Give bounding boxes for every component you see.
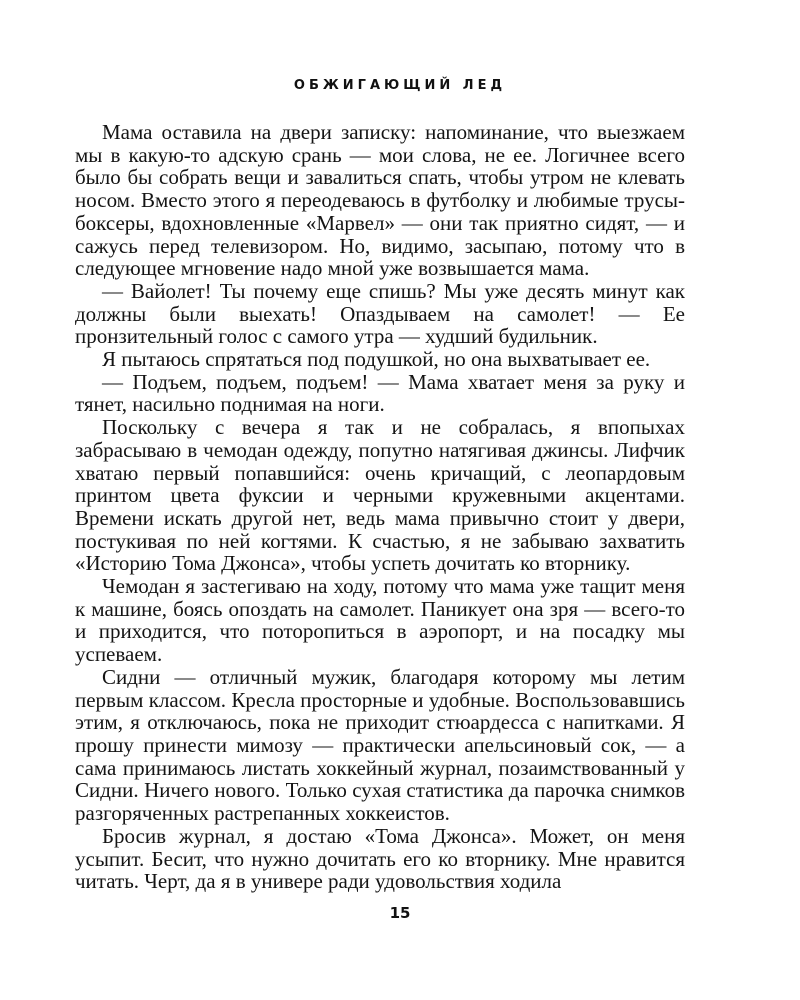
paragraph: Бросив журнал, я достаю «Тома Джонса». Может, он меня усыпит. Бесит, что нужно дочитать его ко вторнику. Мне нравится читать. Черт, да я в универе ради удовольствия ходила [75,823,685,894]
paragraph: Сидни — отличный мужик, благодаря которому мы летим первым классом. Кресла просторные и удобные. Воспользовавшись этим, я отключаюсь, пока не приходит стюардесса с напитками. Я прошу принести мимозу — практически апельсиновый сок, — а сама принимаюсь листать хоккейный журнал, позаимствованный у Сидни. Ничего нового. Только сухая статистика да парочка снимков разгоряченных растрепанных хоккеистов. [75,664,685,826]
paragraph: Поскольку с вечера я так и не собралась, я впопыхах забрасываю в чемодан одежду, попутно натягивая джинсы. Лифчик хватаю первый попавшийся: очень кричащий, с леопардовым принтом цвета фуксии и черными кружевными акцентами. Времени искать другой нет, ведь мама привычно стоит у двери, постукивая по ней когтями. К счастью, я не забываю захватить «Историю Тома Джонса», чтобы успеть дочитать ко вторнику. [75,415,685,576]
paragraph: Чемодан я застегиваю на ходу, потому что мама уже тащит меня к машине, боясь опоздать на самолет. Паникует она зря — всего-то и приходится, что поторопиться в аэропорт, и на посадку мы успеваем. [75,574,685,667]
running-head-title: ОБЖИГАЮЩИЙ ЛЕД [293,78,507,93]
paragraph: — Подъем, подъем, подъем! — Мама хватает меня за руку и тянет, насильно поднимая на ноги. [75,369,685,417]
paragraph: Мама оставила на двери записку: напоминание, что выезжаем мы в какую-то адскую срань — мои слова, не ее. Логичнее всего было бы собрать вещи и завалиться спать, чтобы утром не клевать носом. Вместо этого я переодеваюсь в футболку и любимые трусы-боксеры, вдохновленные «Марвел» — они так приятно сидят, — и сажусь перед телевизором. Но, видимо, засыпаю, потому что в следующее мгновение надо мной уже возвышается мама. [75,120,685,281]
paragraph: — Вайолет! Ты почему еще спишь? Мы уже десять минут как должны были выехать! Опаздываем на самолет! — Ее пронзительный голос с самого утра — худший будильник. [75,278,685,349]
page-number: 15 [389,904,411,922]
paragraph: Я пытаюсь спрятаться под подушкой, но она выхватывает ее. [102,347,651,372]
body-text [75,121,685,893]
